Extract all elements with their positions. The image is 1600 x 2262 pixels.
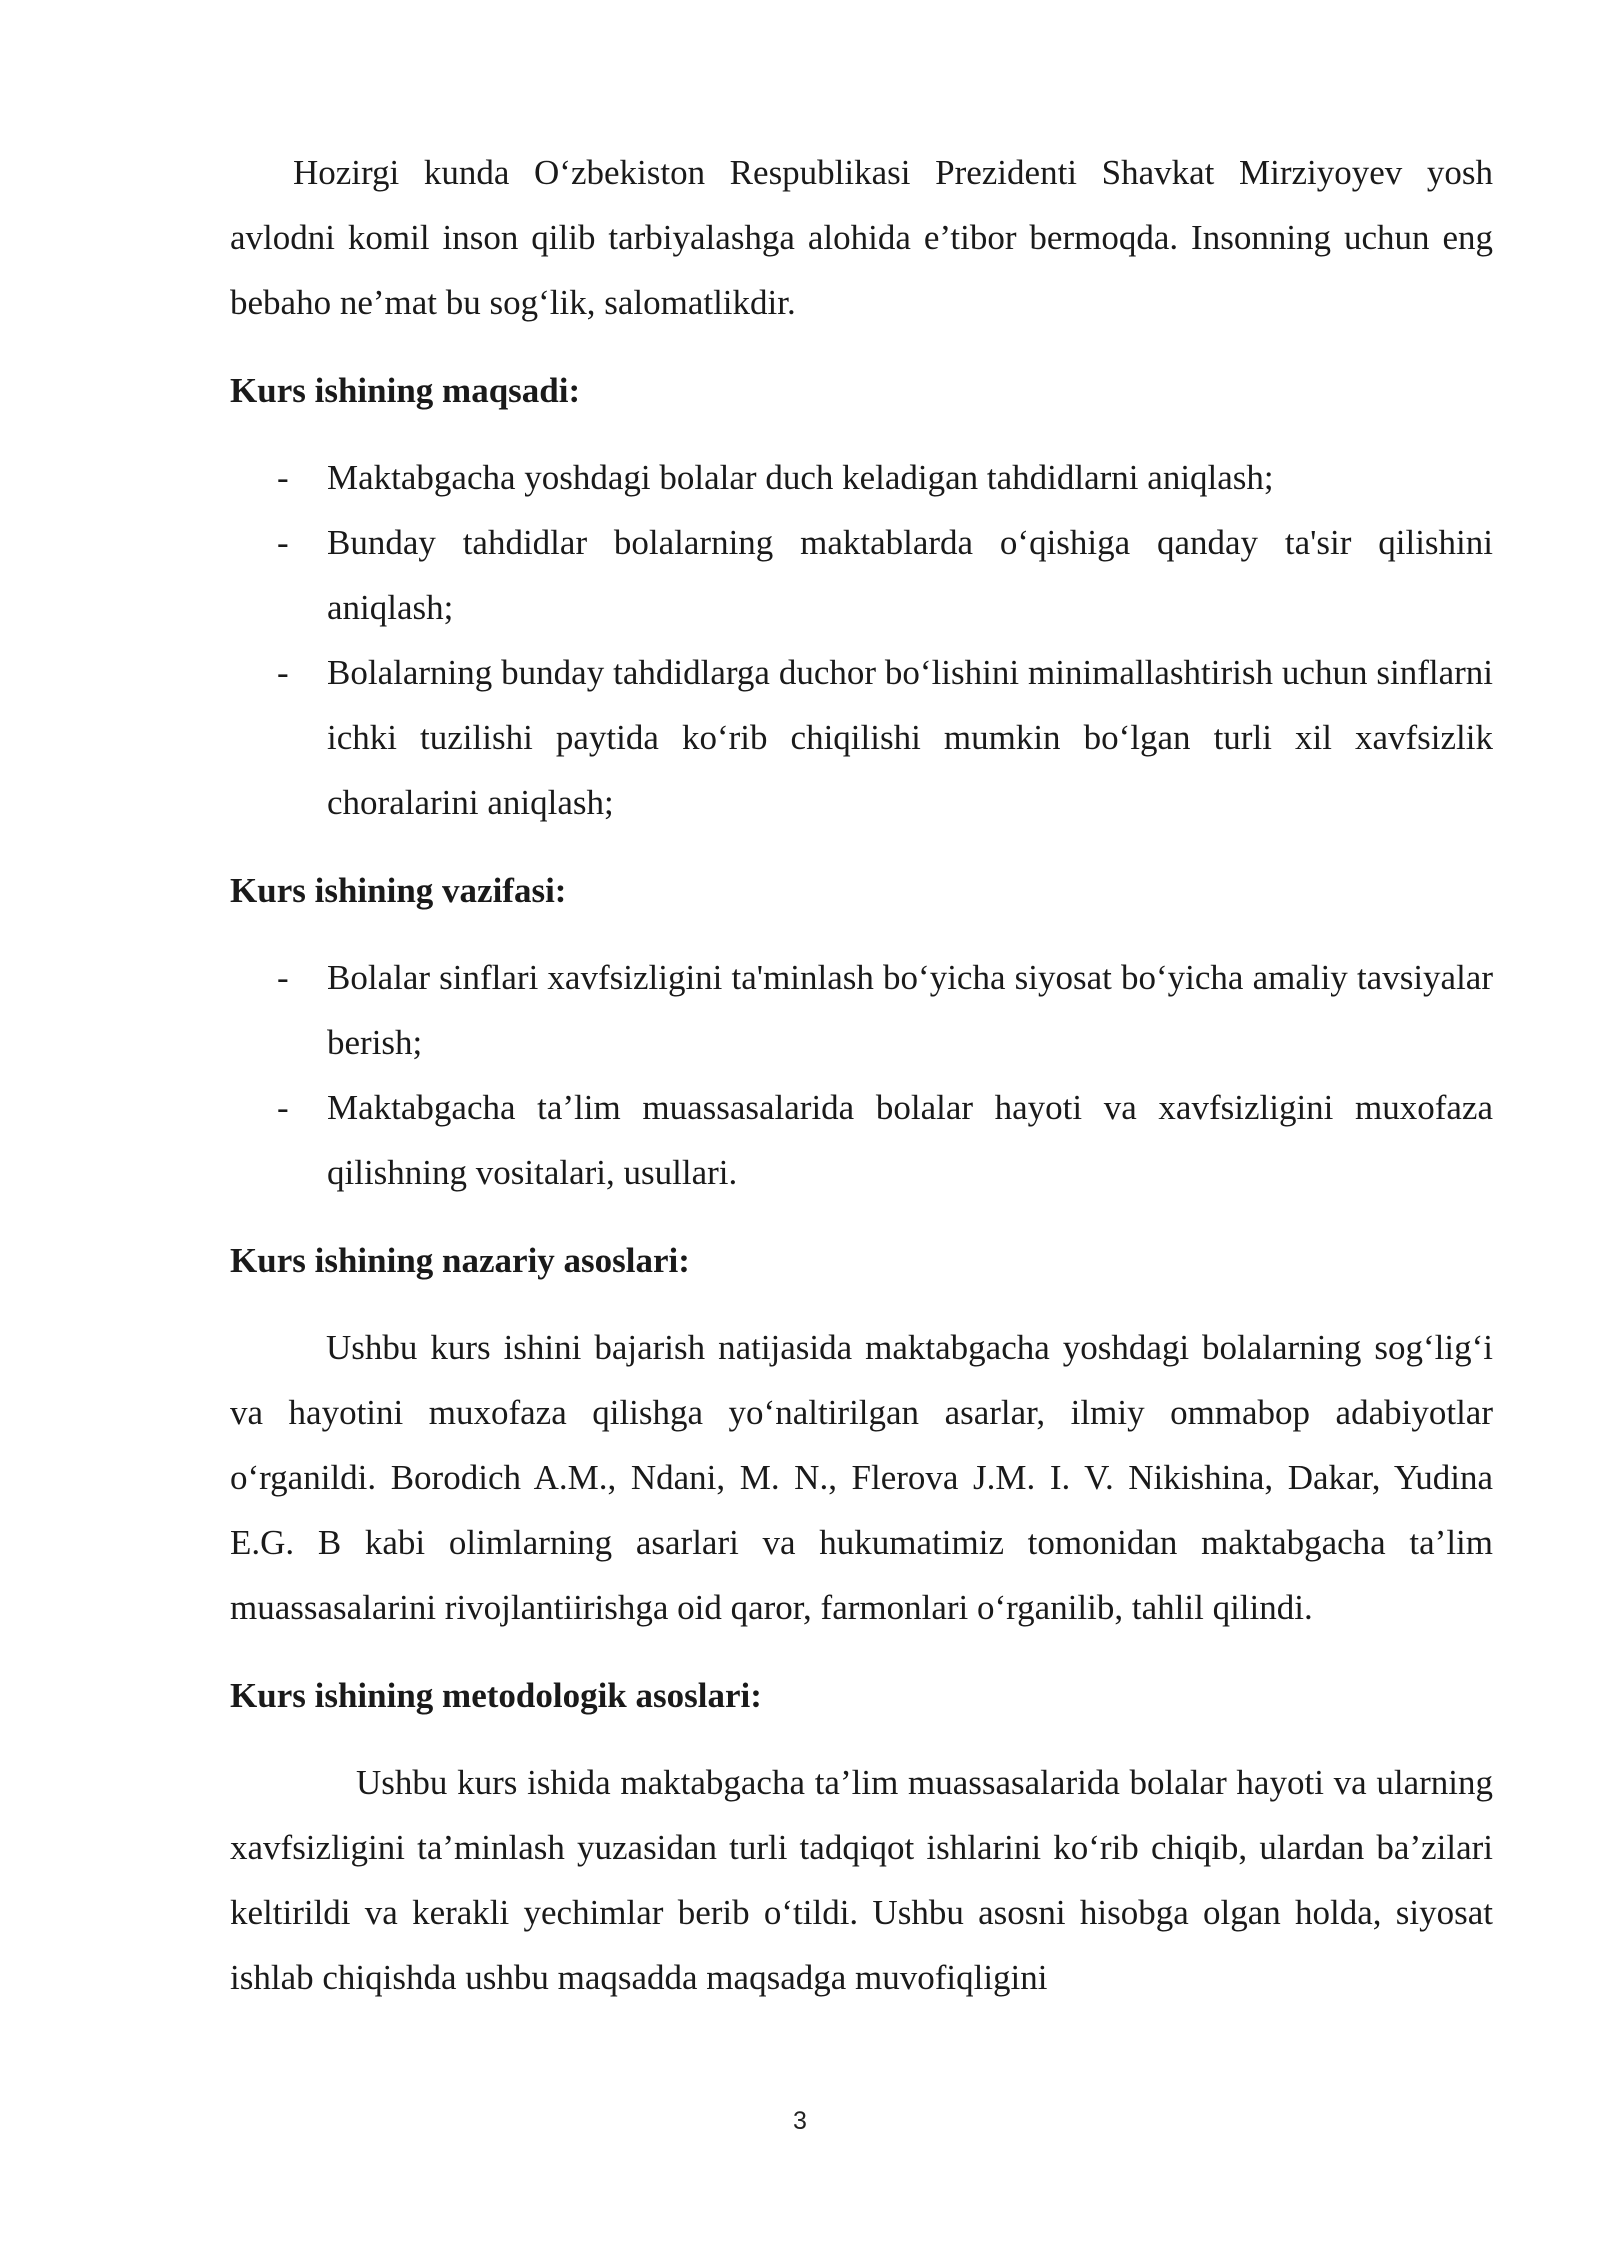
- list-item: [230, 1075, 1493, 1205]
- page-number: 3: [793, 2107, 807, 2135]
- list-dash: -: [277, 523, 289, 562]
- list-dash: -: [277, 458, 289, 497]
- list-item-text: Bolalar sinflari xavfsizligini ta'minlash bo‘yicha siyosat bo‘yicha amaliy tavsiyalar berish;: [327, 958, 1493, 1062]
- maqsad-list: [230, 445, 1493, 835]
- list-item-text: Maktabgacha ta’lim muassasalarida bolalar hayoti va xavfsizligini muxofaza qilishning vositalari, usullari.: [327, 1088, 1493, 1192]
- document-page: [230, 140, 1493, 2010]
- vazifa-list: [230, 945, 1493, 1205]
- nazariy-paragraph: Ushbu kurs ishini bajarish natijasida maktabgacha yoshdagi bolalarning sog‘lig‘i va hayotini muxofaza qilishga yo‘naltirilgan asarlar, ilmiy ommabop adabiyotlar o‘rganildi. Borodich A.M., Ndani, M. N., Flerova J.M. I. V. Nikishina, Dakar, Yudina E.G. B kabi olimlarning asarlari va hukumatimiz tomonidan maktabgacha ta’lim muassasalarini rivojlantiirishga oid qaror, farmonlari o‘rganilib, tahlil qilindi.: [230, 1328, 1493, 1627]
- list-dash: -: [277, 1088, 289, 1127]
- heading-maqsad: Kurs ishining maqsadi:: [230, 371, 581, 410]
- list-item: [230, 640, 1493, 835]
- list-item-text: Maktabgacha yoshdagi bolalar duch keladigan tahdidlarni aniqlash;: [327, 458, 1274, 497]
- list-item: [230, 945, 1493, 1075]
- heading-metodologik: Kurs ishining metodologik asoslari:: [230, 1676, 762, 1715]
- heading-vazifa: Kurs ishining vazifasi:: [230, 871, 567, 910]
- list-dash: -: [277, 958, 289, 997]
- list-item-text: Bolalarning bunday tahdidlarga duchor bo‘lishini minimallashtirish uchun sinflarni ichki tuzilishi paytida ko‘rib chiqilishi mumkin bo‘lgan turli xil xavfsizlik choralarini aniqlash;: [327, 653, 1493, 822]
- list-item-text: Bunday tahdidlar bolalarning maktablarda o‘qishiga qanday ta'sir qilishini aniqlash;: [327, 523, 1493, 627]
- intro-paragraph: Hozirgi kunda O‘zbekiston Respublikasi Prezidenti Shavkat Mirziyoyev yosh avlodni komil inson qilib tarbiyalashga alohida e’tibor bermoqda. Insonning uchun eng bebaho ne’mat bu sog‘lik, salomatlikdir.: [230, 153, 1493, 322]
- metodologik-paragraph: Ushbu kurs ishida maktabgacha ta’lim muassasalarida bolalar hayoti va ularning xavfsizligini ta’minlash yuzasidan turli tadqiqot ishlarini ko‘rib chiqib, ulardan ba’zilari keltirildi va kerakli yechimlar berib o‘tildi. Ushbu asosni hisobga olgan holda, siyosat ishlab chiqishda ushbu maqsadda maqsadga muvofiqligini: [230, 1763, 1493, 1997]
- heading-nazariy: Kurs ishining nazariy asoslari:: [230, 1241, 690, 1280]
- list-dash: -: [277, 653, 289, 692]
- list-item: [230, 445, 1493, 510]
- list-item: [230, 510, 1493, 640]
